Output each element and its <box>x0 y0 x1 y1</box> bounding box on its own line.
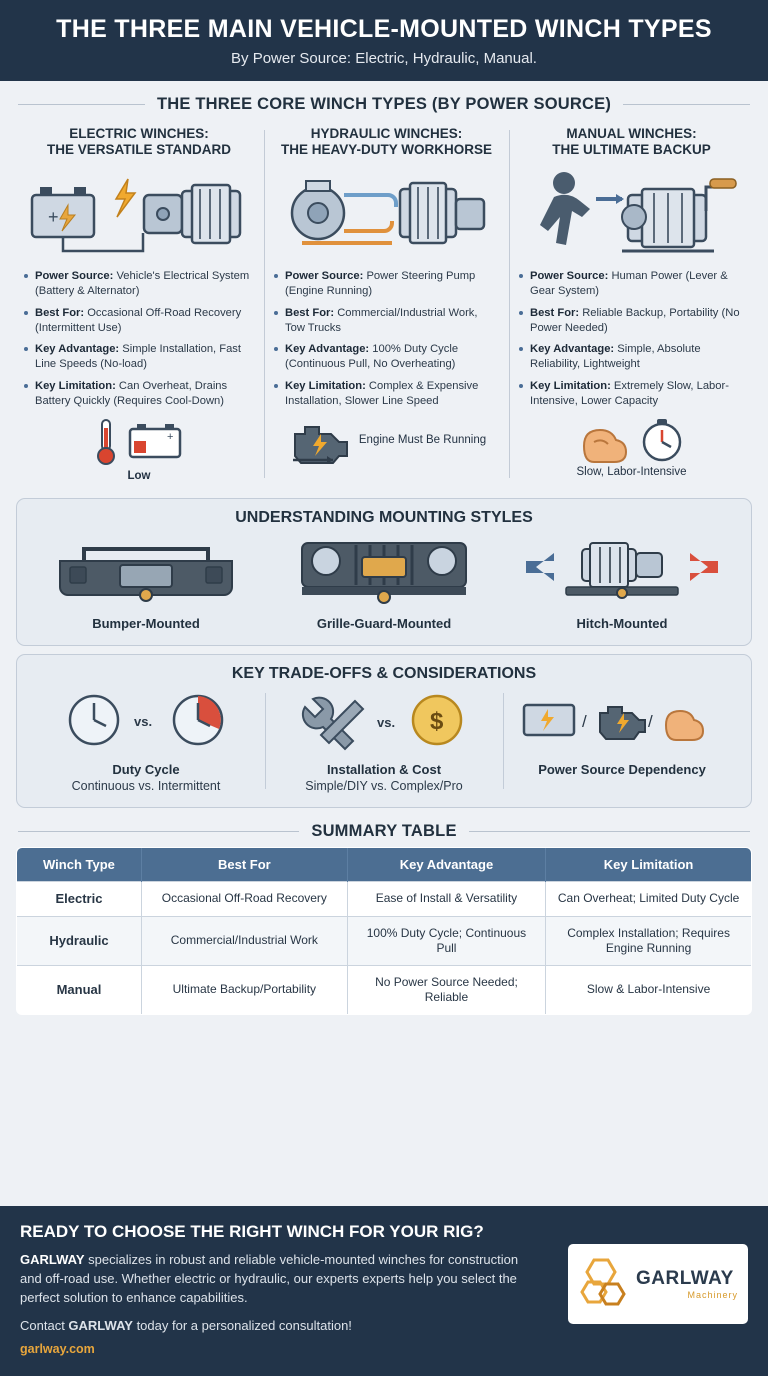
table-row: Electric Occasional Off-Road Recovery Ease of Install & Versatility Can Overheat; Limited Duty Cycle <box>17 881 752 916</box>
cta-body: GARLWAY specializes in robust and reliable vehicle-mounted winches for construction and off-road use. Whether electric or hydraulic, our experts experts help you select the perfect solution to enhance capabilities. <box>20 1252 519 1305</box>
mounting-item-grille <box>265 531 503 633</box>
svg-text:vs.: vs. <box>134 713 153 729</box>
page-header <box>0 0 768 81</box>
core-section-header <box>18 95 750 114</box>
logo-name: GARLWAY <box>636 1268 734 1289</box>
hydraulic-footnote-caption: Engine Must Be Running <box>358 433 487 446</box>
hexagon-logo-icon <box>578 1256 630 1312</box>
tradeoff-label: Installation & Cost <box>326 761 442 777</box>
col-winch-type: Winch Type <box>17 847 142 881</box>
list-item: Key Limitation: Extremely Slow, Labor-Intensive, Lower Capacity <box>519 379 744 409</box>
cta-footer <box>0 1206 768 1376</box>
flexed-bicep-icon <box>578 416 630 464</box>
rule-left <box>18 104 145 105</box>
svg-text:$: $ <box>430 707 444 735</box>
stopwatch-icon <box>638 416 686 464</box>
column-electric-title: ELECTRIC WINCHES: THE VERSATILE STANDARD <box>46 125 231 158</box>
mounting-title: UNDERSTANDING MOUNTING STYLES <box>235 508 533 526</box>
list-item: Key Limitation: Complex & Expensive Installation, Slower Line Speed <box>274 379 499 409</box>
svg-text:+: + <box>167 430 174 443</box>
battery-engine-bicep-icon <box>520 689 725 751</box>
svg-text:vs.: vs. <box>377 714 396 730</box>
col-key-limitation: Key Limitation <box>546 847 752 881</box>
column-hydraulic-title: HYDRAULIC WINCHES: THE HEAVY-DUTY WORKHORSE <box>280 125 493 158</box>
manual-footnote-caption: Slow, Labor-Intensive <box>576 465 687 478</box>
rule-right <box>469 831 750 832</box>
hydraulic-pump-winch-icon <box>274 165 499 265</box>
column-manual <box>509 122 754 486</box>
mounting-item-hitch <box>503 531 741 633</box>
list-item: Best For: Commercial/Industrial Work, Tow Trucks <box>274 306 499 336</box>
mounting-label: Bumper-Mounted <box>92 615 200 631</box>
hitch-mount-icon <box>522 533 722 605</box>
column-electric <box>14 122 264 486</box>
list-item: Power Source: Vehicle's Electrical System (Battery & Alternator) <box>24 269 254 299</box>
hydraulic-footnote <box>274 416 499 466</box>
list-item: Key Limitation: Can Overheat, Drains Battery Quickly (Requires Cool-Down) <box>24 379 254 409</box>
thermometer-icon <box>93 416 119 468</box>
table-header-row <box>17 847 752 881</box>
brand-logo[interactable] <box>568 1244 748 1324</box>
tradeoffs-items <box>27 687 741 795</box>
clock-vs-clock-icon <box>56 689 236 751</box>
logo-subtitle: Machinery <box>687 1290 738 1300</box>
wrench-vs-dollar-icon <box>289 689 479 751</box>
column-hydraulic-bullets <box>274 269 499 408</box>
summary-table <box>16 847 752 1015</box>
column-manual-bullets <box>519 269 744 408</box>
tradeoff-sub: Continuous vs. Intermittent <box>71 778 221 793</box>
mounting-label: Hitch-Mounted <box>576 615 668 631</box>
page-subtitle: By Power Source: Electric, Hydraulic, Manual. <box>231 49 537 67</box>
table-row: Hydraulic Commercial/Industrial Work 100% Duty Cycle; Continuous Pull Complex Installation; Requires Engine Running <box>17 916 752 965</box>
tradeoff-power-dependency <box>503 687 741 795</box>
column-manual-title: MANUAL WINCHES: THE ULTIMATE BACKUP <box>552 125 711 158</box>
core-columns <box>0 120 768 490</box>
summary-section-header <box>18 822 750 841</box>
column-hydraulic <box>264 122 509 486</box>
list-item: Key Advantage: 100% Duty Cycle (Continuous Pull, No Overheating) <box>274 342 499 372</box>
battery-electric-motor-winch-icon <box>24 165 254 265</box>
grille-guard-mount-icon <box>284 533 484 605</box>
list-item: Power Source: Human Power (Lever & Gear System) <box>519 269 744 299</box>
core-section-title: THE THREE CORE WINCH TYPES (BY POWER SOURCE) <box>156 94 612 113</box>
summary-title: SUMMARY TABLE <box>311 821 457 840</box>
tradeoffs-panel <box>16 654 752 808</box>
col-best-for: Best For <box>141 847 347 881</box>
person-hand-crank-winch-icon <box>519 165 744 265</box>
electric-footnote <box>24 416 254 482</box>
table-row: Manual Ultimate Backup/Portability No Power Source Needed; Reliable Slow & Labor-Intensive <box>17 965 752 1014</box>
mounting-item-bumper <box>27 531 265 633</box>
summary-table-wrap <box>16 847 752 1015</box>
website-url[interactable]: garlway.com <box>20 1341 95 1356</box>
tradeoffs-title: KEY TRADE-OFFS & CONSIDERATIONS <box>231 664 537 682</box>
list-item: Key Advantage: Simple, Absolute Reliability, Lightweight <box>519 342 744 372</box>
tradeoff-label: Power Source Dependency <box>538 761 706 777</box>
engine-icon <box>287 416 351 466</box>
mounting-panel <box>16 498 752 646</box>
svg-text:/: / <box>581 711 587 731</box>
page-title: THE THREE MAIN VEHICLE-MOUNTED WINCH TYPES <box>56 15 712 43</box>
list-item: Power Source: Power Steering Pump (Engine Running) <box>274 269 499 299</box>
tradeoff-install-cost <box>265 687 503 795</box>
cta-contact: Contact GARLWAY today for a personalized consultation! <box>20 1317 352 1333</box>
list-item: Best For: Occasional Off-Road Recovery (Intermittent Use) <box>24 306 254 336</box>
low-battery-icon <box>127 421 185 463</box>
list-item: Best For: Reliable Backup, Portability (No Power Needed) <box>519 306 744 336</box>
tradeoff-sub: Simple/DIY vs. Complex/Pro <box>305 778 463 793</box>
cta-heading: READY TO CHOOSE THE RIGHT WINCH FOR YOUR RIG? <box>20 1222 484 1241</box>
list-item: Key Advantage: Simple Installation, Fast Line Speeds (No-load) <box>24 342 254 372</box>
svg-text:+: + <box>48 207 59 228</box>
bumper-mount-icon <box>46 533 246 605</box>
mounting-label: Grille-Guard-Mounted <box>316 615 452 631</box>
electric-footnote-caption: Low <box>127 469 151 482</box>
tradeoff-duty-cycle <box>27 687 265 795</box>
tradeoff-label: Duty Cycle <box>112 761 180 777</box>
rule-right <box>623 104 750 105</box>
svg-text:/: / <box>647 711 653 731</box>
mounting-items <box>27 531 741 633</box>
manual-footnote <box>519 416 744 478</box>
column-electric-bullets <box>24 269 254 408</box>
col-key-advantage: Key Advantage <box>347 847 545 881</box>
rule-left <box>18 831 299 832</box>
